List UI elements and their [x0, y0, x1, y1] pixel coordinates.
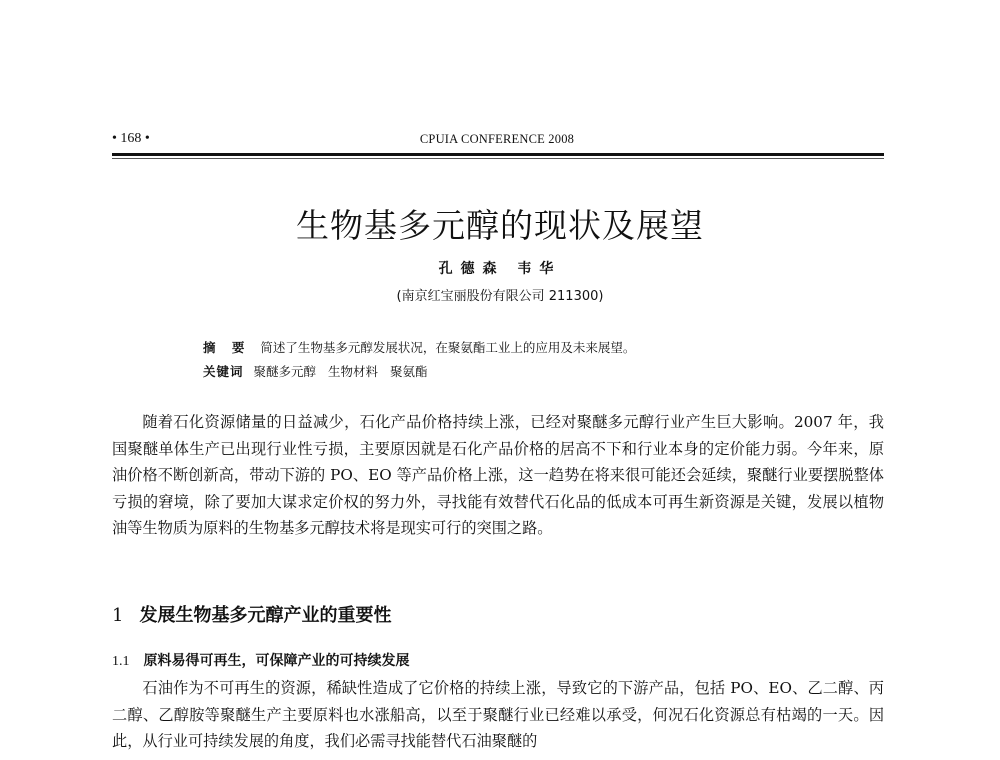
keyword: 聚氨酯: [390, 364, 428, 379]
header-rule-thick: [112, 153, 884, 156]
abstract-text: 简述了生物基多元醇发展状况，在聚氨酯工业上的应用及未来展望。: [260, 340, 636, 355]
section-number: 1: [112, 605, 124, 626]
intro-paragraph: 随着石化资源储量的日益减少，石化产品价格持续上涨，已经对聚醚多元醇行业产生巨大影响。2007 年，我国聚醚单体生产已出现行业性亏损，主要原因就是石化产品价格的居高不下和行业本身的定价能力弱。今年来，原油价格不断创新高，带动下游的 PO、EO 等产品价格上涨，这一趋势在将来很可能还会延续，聚醚行业要摆脱整体亏损的窘境，除了要加大谋求定价权的努力外，寻找能有效替代石化品的低成本可再生新资源是关键，发展以植物油等生物质为原料的生物基多元醇技术将是现实可行的突围之路。: [112, 413, 884, 537]
subsection-title: 原料易得可再生，可保障产业的可持续发展: [143, 653, 410, 669]
article-title: 生物基多元醇的现状及展望: [296, 206, 704, 245]
abstract: [203, 338, 635, 356]
keywords-label: 关键词: [203, 364, 244, 379]
section-title: 发展生物基多元醇产业的重要性: [139, 605, 392, 626]
conference-name: CPUIA CONFERENCE 2008: [419, 132, 575, 146]
keyword: 聚醚多元醇: [253, 364, 317, 379]
subsection-paragraph: 石油作为不可再生的资源，稀缺性造成了它价格的持续上涨，导致它的下游产品，包括 PO、EO、乙二醇、丙二醇、乙醇胺等聚醚生产主要原料也水涨船高，以至于聚醚行业已经难以承受，何况石化资源总有枯竭的一天。因此，从行业可持续发展的角度，我们必需寻找能替代石油聚醚的: [112, 679, 884, 750]
author-list: 孔德森 韦华: [438, 261, 562, 277]
keyword: 生物材料: [328, 364, 379, 379]
abstract-label: 摘 要: [203, 340, 251, 355]
header-rule-thin: [112, 158, 884, 159]
keywords: [203, 362, 440, 380]
affiliation: (南京红宝丽股份有限公司 211300): [396, 289, 604, 304]
section-heading: [112, 601, 391, 627]
subsection-heading: [112, 650, 410, 670]
page-number: • 168 •: [112, 131, 150, 146]
subsection-number: 1.1: [112, 654, 130, 669]
running-header: [112, 131, 882, 153]
